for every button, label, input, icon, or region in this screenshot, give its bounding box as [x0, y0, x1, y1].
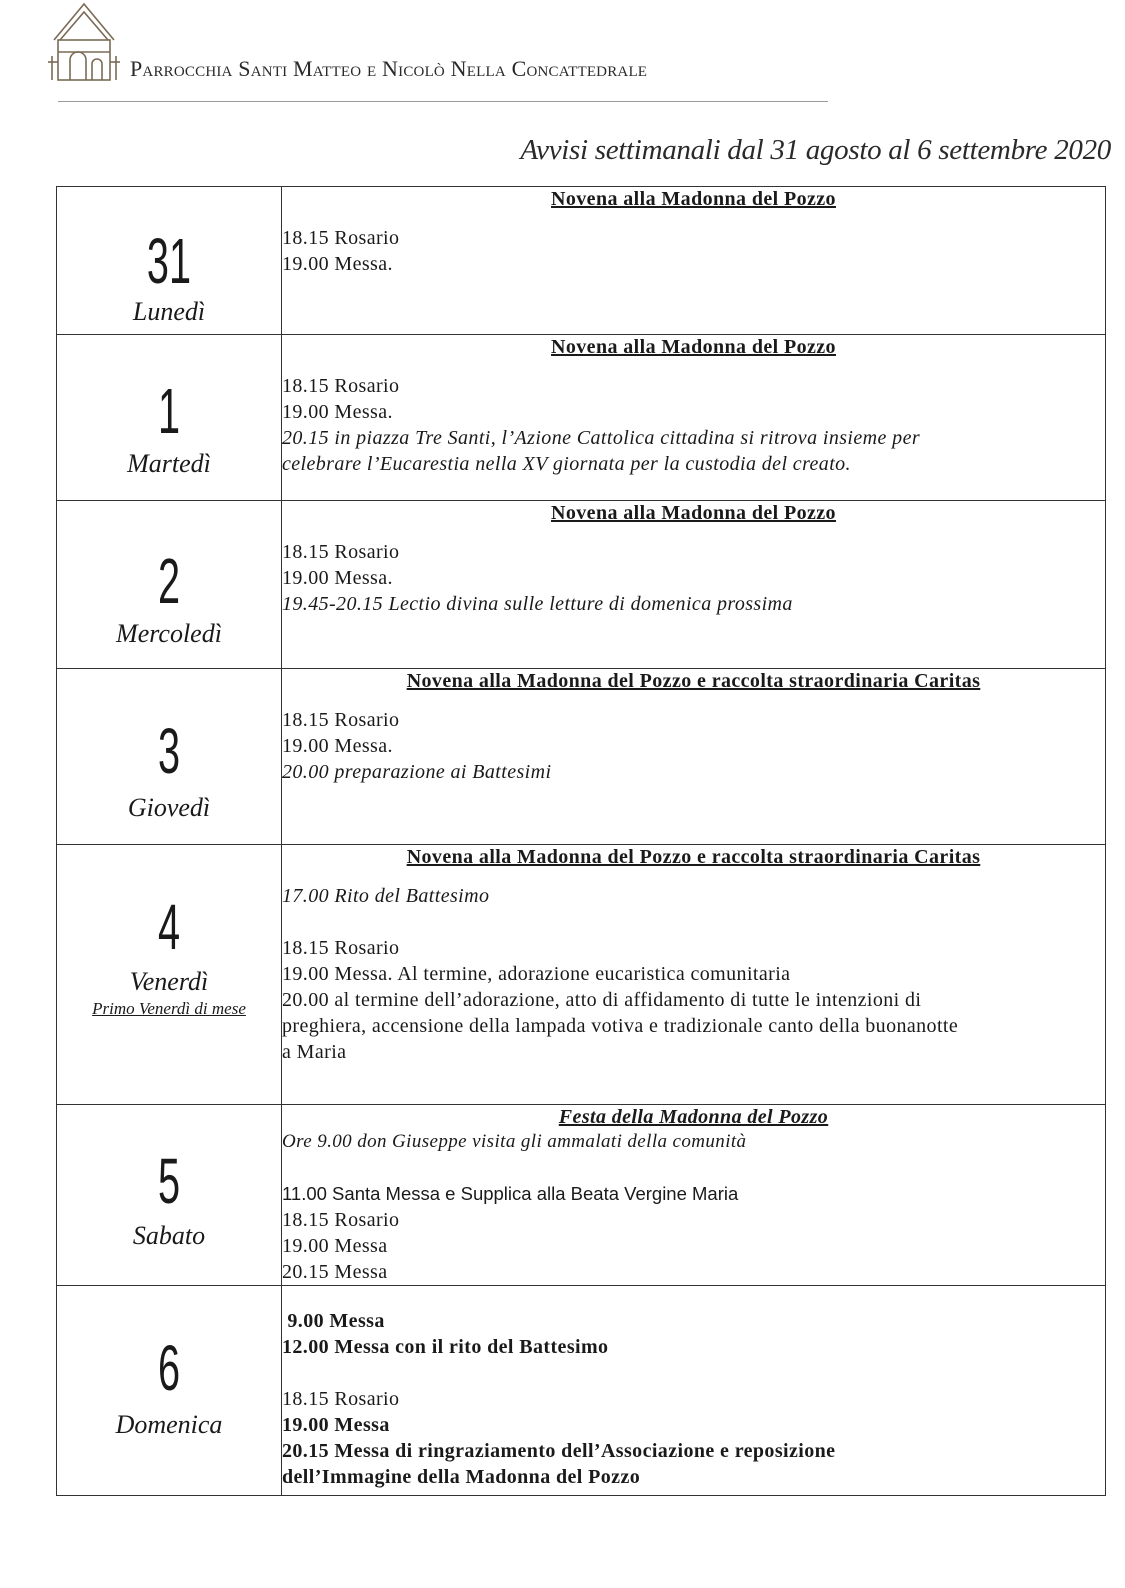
event-line: 19.45-20.15 Lectio divina sulle letture di domenica prossima [282, 593, 793, 615]
header-divider [58, 101, 828, 102]
event-line: 18.15 Rosario [282, 227, 400, 249]
church-logo-icon [44, 0, 124, 84]
day-name: Venerdì [129, 967, 209, 996]
event-line: 18.15 Rosario [282, 1209, 400, 1231]
day-number: 2 [157, 545, 181, 617]
event-line: 18.15 Rosario [282, 1388, 400, 1410]
events-cell [282, 669, 1106, 845]
event-line: 17.00 Rito del Battesimo [282, 885, 490, 907]
event-line: celebrare l’Eucarestia nella XV giornata per la custodia del creato. [282, 453, 851, 475]
event-line: 19.00 Messa. [282, 735, 393, 757]
day-cell [57, 1286, 282, 1496]
events-cell [282, 845, 1106, 1105]
event-line: preghiera, accensione della lampada votiva e tradizionale canto della buonanotte [282, 1015, 959, 1037]
event-line: Ore 9.00 don Giuseppe visita gli ammalati della comunità [282, 1131, 747, 1152]
event-line: 18.15 Rosario [282, 937, 400, 959]
event-line: 20.00 al termine dell’adorazione, atto di affidamento di tutte le intenzioni di [282, 989, 922, 1011]
event-line: 19.00 Messa [282, 1414, 390, 1436]
day-name: Domenica [115, 1410, 223, 1439]
day-name: Mercoledì [116, 619, 222, 648]
day-cell [57, 669, 282, 845]
event-title: Novena alla Madonna del Pozzo [551, 502, 836, 524]
event-line: 19.00 Messa. [282, 253, 393, 275]
day-number: 3 [157, 715, 181, 787]
event-line: 20.15 in piazza Tre Santi, l’Azione Cattolica cittadina si ritrova insieme per [282, 427, 921, 449]
weekly-schedule-table [56, 186, 1106, 1496]
parish-name: Parrocchia Santi Matteo e Nicolò Nella Concattedrale [130, 56, 648, 81]
day-number: 1 [157, 375, 181, 447]
day-row [57, 1105, 1106, 1286]
events-cell [282, 1286, 1106, 1496]
day-cell [57, 1105, 282, 1286]
notice-subtitle: Avvisi settimanali dal 31 agosto al 6 settembre 2020 [520, 134, 1111, 166]
day-number: 31 [146, 225, 192, 297]
day-number: 4 [157, 891, 181, 963]
day-name: Giovedì [127, 793, 211, 822]
day-name: Martedì [127, 449, 211, 478]
events-cell [282, 187, 1106, 335]
event-line: 20.00 preparazione ai Battesimi [282, 761, 552, 783]
event-title: Novena alla Madonna del Pozzo [551, 336, 836, 358]
day-name: Lunedì [132, 297, 206, 326]
event-line: 20.15 Messa di ringraziamento dell’Associazione e reposizione [282, 1440, 836, 1462]
event-line: 18.15 Rosario [282, 541, 400, 563]
event-title: Festa della Madonna del Pozzo [558, 1106, 829, 1128]
event-line: 19.00 Messa [282, 1235, 388, 1257]
events-cell [282, 501, 1106, 669]
event-line: 12.00 Messa con il rito del Battesimo [282, 1336, 609, 1358]
event-line: 18.15 Rosario [282, 709, 400, 731]
day-row [57, 335, 1106, 501]
day-row [57, 669, 1106, 845]
event-line: 9.00 Messa [282, 1310, 385, 1332]
day-number: 6 [157, 1332, 181, 1404]
day-number: 5 [157, 1145, 181, 1217]
event-line: dell’Immagine della Madonna del Pozzo [282, 1466, 641, 1488]
event-title: Novena alla Madonna del Pozzo [551, 188, 836, 210]
day-row [57, 845, 1106, 1105]
event-line: 19.00 Messa. [282, 401, 393, 423]
first-friday-note: Primo Venerdì di mese [92, 999, 246, 1018]
day-cell [57, 187, 282, 335]
day-row [57, 501, 1106, 669]
event-line: 11.00 Santa Messa e Supplica alla Beata Vergine Maria [282, 1183, 739, 1204]
day-cell [57, 335, 282, 501]
day-name: Sabato [132, 1221, 206, 1250]
event-title: Novena alla Madonna del Pozzo e raccolta straordinaria Caritas [406, 670, 981, 692]
event-line: 19.00 Messa. Al termine, adorazione eucaristica comunitaria [282, 963, 791, 985]
events-cell [282, 1105, 1106, 1286]
day-row [57, 187, 1106, 335]
day-row [57, 1286, 1106, 1496]
events-cell [282, 335, 1106, 501]
day-cell [57, 845, 282, 1105]
event-line: 19.00 Messa. [282, 567, 393, 589]
event-line: 20.15 Messa [282, 1261, 388, 1283]
event-line: 18.15 Rosario [282, 375, 400, 397]
event-title: Novena alla Madonna del Pozzo e raccolta straordinaria Caritas [406, 846, 981, 868]
day-cell [57, 501, 282, 669]
event-line: a Maria [282, 1041, 347, 1063]
